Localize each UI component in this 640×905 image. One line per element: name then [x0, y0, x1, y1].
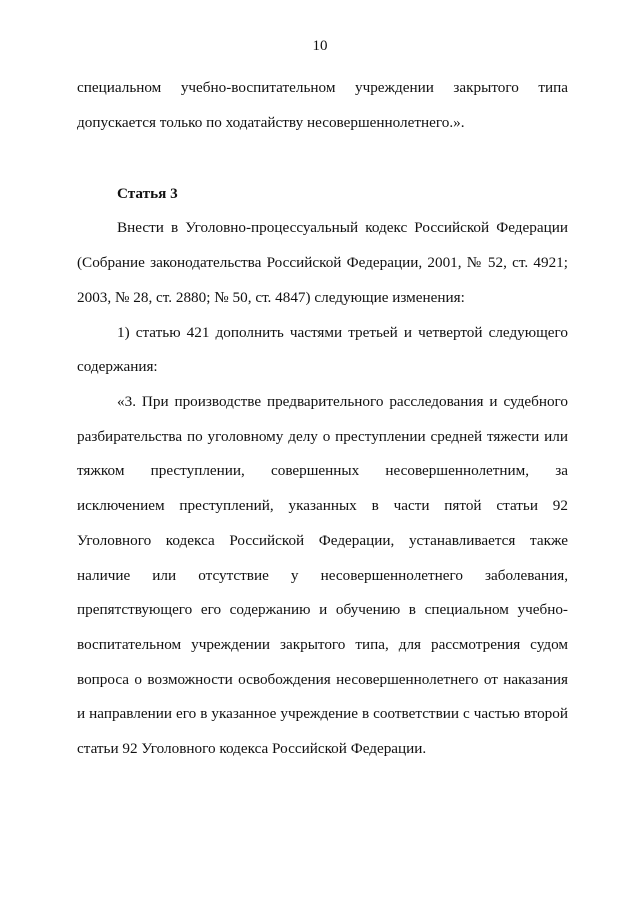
quoted-text-line: вопроса о возможности освобождения несовершеннолетнего от наказания — [77, 671, 568, 688]
quoted-text-line: «3. При производстве предварительного расследования и судебного — [117, 393, 568, 410]
quoted-text-line: разбирательства по уголовному делу о преступлении средней тяжести или — [77, 428, 568, 445]
list-item-text: 1) статью 421 дополнить частями третьей и четвертой следующего — [117, 324, 568, 341]
quoted-text-line: тяжком преступлении, совершенных несовершеннолетним, за — [77, 462, 568, 479]
page-number: 10 — [312, 38, 328, 54]
text-line: содержания: — [77, 358, 158, 375]
article-heading: Статья 3 — [117, 185, 178, 202]
text-line: допускается только по ходатайству несовершеннолетнего.». — [77, 114, 465, 131]
text-line: Внести в Уголовно-процессуальный кодекс Российской Федерации — [117, 219, 568, 236]
quoted-text-line: Уголовного кодекса Российской Федерации, устанавливается также — [77, 532, 568, 549]
quoted-text-line: воспитательном учреждении закрытого типа, для рассмотрения судом — [77, 636, 568, 653]
text-line: (Собрание законодательства Российской Федерации, 2001, № 52, ст. 4921; — [77, 254, 568, 271]
text-line: 2003, № 28, ст. 2880; № 50, ст. 4847) следующие изменения: — [77, 289, 465, 306]
text-line: специальном учебно-воспитательном учреждении закрытого типа — [77, 79, 568, 96]
quoted-text-line: и направлении его в указанное учреждение в соответствии с частью второй — [77, 705, 568, 722]
quoted-text-line: исключением преступлений, указанных в части пятой статьи 92 — [77, 497, 568, 514]
quoted-text-line: наличие или отсутствие у несовершеннолетнего заболевания, — [77, 567, 568, 584]
quoted-text-line: препятствующего его содержанию и обучению в специальном учебно- — [77, 601, 568, 618]
quoted-text-line: статьи 92 Уголовного кодекса Российской Федерации. — [77, 740, 427, 757]
